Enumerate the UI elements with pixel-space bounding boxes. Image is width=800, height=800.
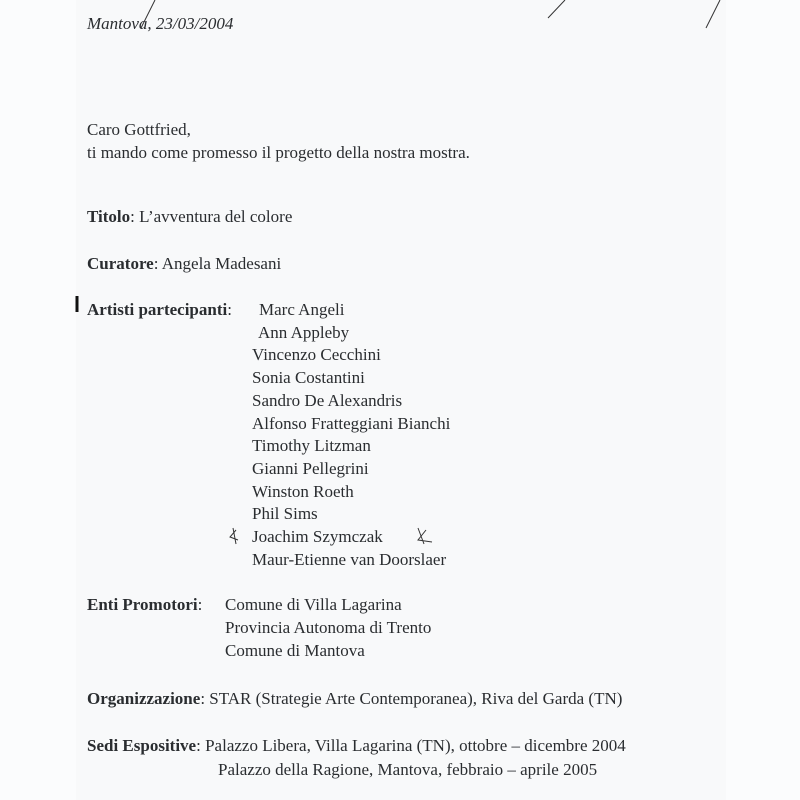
sedi-label: Sedi Espositive: [87, 736, 197, 755]
date-line: Mantova, 23/03/2004: [87, 14, 234, 33]
artist-name: Sandro De Alexandris: [252, 390, 403, 410]
artist-name: Marc Angeli: [259, 300, 345, 319]
enti-value: Comune di Villa Lagarina: [225, 595, 402, 614]
sedi-sep: :: [196, 736, 201, 755]
titolo-label: Titolo: [87, 207, 131, 226]
organizzazione-value: : STAR (Strategie Arte Contemporanea), Riva del Garda (TN): [200, 689, 623, 708]
curatore-value: : Angela Madesani: [153, 254, 282, 273]
artist-name: Ann Appleby: [258, 322, 350, 342]
enti-value: Provincia Autonoma di Trento: [225, 618, 432, 637]
intro-text: ti mando come promesso il progetto della nostra mostra.: [87, 143, 470, 162]
organizzazione-label: Organizzazione: [87, 689, 201, 708]
artisti-row: [87, 300, 232, 320]
enti-value: Comune di Mantova: [225, 641, 365, 660]
artisti-label: Artisti partecipanti: [87, 300, 228, 319]
organizzazione-row: [87, 689, 622, 709]
artist-name: Alfonso Fratteggiani Bianchi: [252, 413, 451, 433]
curatore-label: Curatore: [87, 254, 154, 273]
greeting: Caro Gottfried,: [87, 120, 191, 139]
artist-name: Joachim Szymczak: [252, 527, 383, 546]
artist-name: Phil Sims: [252, 504, 318, 524]
artist-name: Maur-Etienne van Doorslaer: [252, 549, 447, 569]
enti-sep: :: [197, 595, 203, 614]
sedi-value: Palazzo della Ragione, Mantova, febbraio – aprile 2005: [218, 760, 598, 779]
curatore-row: [87, 254, 281, 274]
artist-name: Vincenzo Cecchini: [252, 345, 381, 365]
artist-name: Timothy Litzman: [252, 436, 371, 456]
artisti-sep: :: [227, 300, 232, 319]
sedi-row: [87, 736, 626, 756]
titolo-value: : L’avventura del colore: [130, 207, 293, 226]
titolo-row: [87, 207, 292, 227]
sedi-value: Palazzo Libera, Villa Lagarina (TN), ottobre – dicembre 2004: [205, 736, 626, 755]
enti-label: Enti Promotori: [87, 595, 198, 614]
artist-name: Sonia Costantini: [252, 368, 365, 388]
artist-name: Winston Roeth: [252, 481, 354, 501]
enti-row: [87, 595, 202, 615]
artist-name: Gianni Pellegrini: [252, 458, 369, 478]
